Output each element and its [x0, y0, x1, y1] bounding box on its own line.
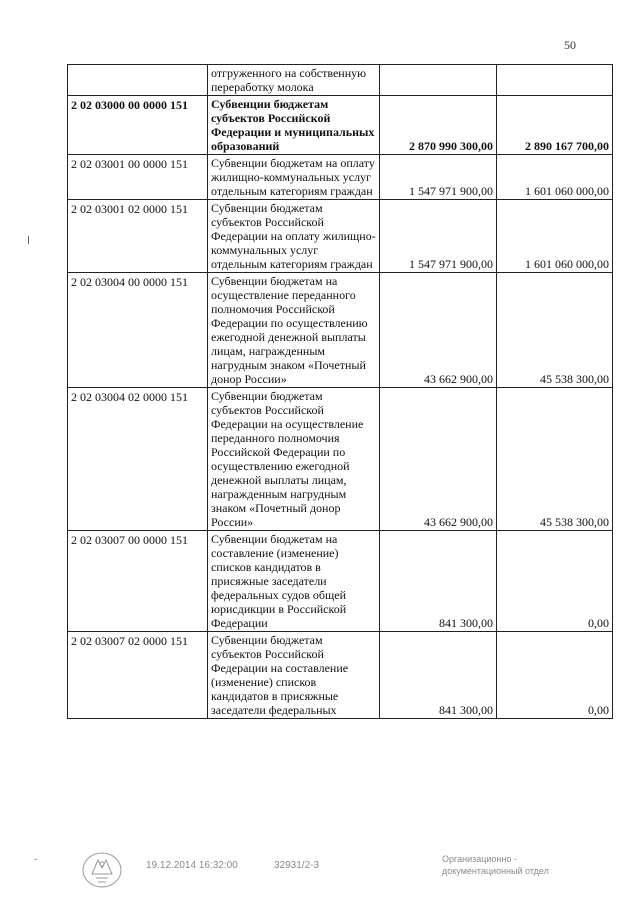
margin-mark: [28, 236, 29, 244]
cell-value-2016: 45 538 300,00: [497, 388, 613, 531]
cell-name: Субвенции бюджетам субъектов Российской Федерации на осуществление переданного полномочия Российской Федерации по осуществлению ежегодной денежной выплаты лицам, награжденным нагрудным знаком «Почетный донор России»: [208, 388, 380, 531]
footer-stamp: [0, 850, 640, 890]
cell-value-2015: [380, 65, 497, 96]
table-row: [68, 155, 613, 200]
cell-value-2015: 43 662 900,00: [380, 388, 497, 531]
cell-value-2015: 841 300,00: [380, 632, 497, 719]
cell-code: 2 02 03004 02 0000 151: [68, 388, 208, 531]
cell-code: 2 02 03004 00 0000 151: [68, 273, 208, 388]
cell-name: Субвенции бюджетам на осуществление переданного полномочия Российской Федерации по осуществлению ежегодной денежной выплаты лицам, награжденным нагрудным знаком «Почетный донор России»: [208, 273, 380, 388]
cell-name: Субвенции бюджетам на оплату жилищно-коммунальных услуг отдельным категориям граждан: [208, 155, 380, 200]
cell-value-2016: 1 601 060 000,00: [497, 200, 613, 273]
cell-code: [68, 65, 208, 96]
stamp-org-line-1: Организационно -: [442, 854, 517, 864]
cell-name: Субвенции бюджетам субъектов Российской Федерации на составление (изменение) списков кандидатов в присяжные заседатели федеральных: [208, 632, 380, 719]
cell-code: 2 02 03001 02 0000 151: [68, 200, 208, 273]
footer-margin-mark: ˘: [34, 858, 38, 869]
cell-code: 2 02 03001 00 0000 151: [68, 155, 208, 200]
cell-value-2015: 43 662 900,00: [380, 273, 497, 388]
table-row: [68, 388, 613, 531]
stamp-document-number: 32931/2-3: [274, 860, 320, 871]
cell-value-2016: 0,00: [497, 531, 613, 632]
cell-value-2016: 45 538 300,00: [497, 273, 613, 388]
cell-value-2016: 2 890 167 700,00: [497, 96, 613, 155]
table-row: [68, 632, 613, 719]
cell-value-2016: 0,00: [497, 632, 613, 719]
stamp-org-line-2: документационный отдел: [442, 866, 549, 876]
budget-table: [67, 64, 613, 719]
table-row: [68, 96, 613, 155]
cell-name: Субвенции бюджетам на составление (изменение) списков кандидатов в присяжные заседатели федеральных судов общей юрисдикции в Российской Федерации: [208, 531, 380, 632]
page-number: 50: [564, 38, 576, 52]
cell-value-2016: 1 601 060 000,00: [497, 155, 613, 200]
cell-name: отгруженного на собственную переработку молока: [208, 65, 380, 96]
cell-code: 2 02 03007 00 0000 151: [68, 531, 208, 632]
table-body: [68, 65, 613, 719]
cell-name: Субвенции бюджетам субъектов Российской Федерации и муниципальных образований: [208, 96, 380, 155]
cell-value-2016: [497, 65, 613, 96]
cell-code: 2 02 03000 00 0000 151: [68, 96, 208, 155]
cell-name: Субвенции бюджетам субъектов Российской Федерации на оплату жилищно-коммунальных услуг отдельным категориям граждан: [208, 200, 380, 273]
cell-value-2015: 841 300,00: [380, 531, 497, 632]
table-row: [68, 200, 613, 273]
cell-code: 2 02 03007 02 0000 151: [68, 632, 208, 719]
table-row: [68, 273, 613, 388]
table-row: [68, 531, 613, 632]
cell-value-2015: 1 547 971 900,00: [380, 155, 497, 200]
cell-value-2015: 2 870 990 300,00: [380, 96, 497, 155]
table-row: [68, 65, 613, 96]
coat-of-arms-icon: [78, 850, 126, 890]
cell-value-2015: 1 547 971 900,00: [380, 200, 497, 273]
stamp-date: 19.12.2014 16:32:00: [146, 860, 238, 871]
stamp-organization: [442, 853, 549, 877]
